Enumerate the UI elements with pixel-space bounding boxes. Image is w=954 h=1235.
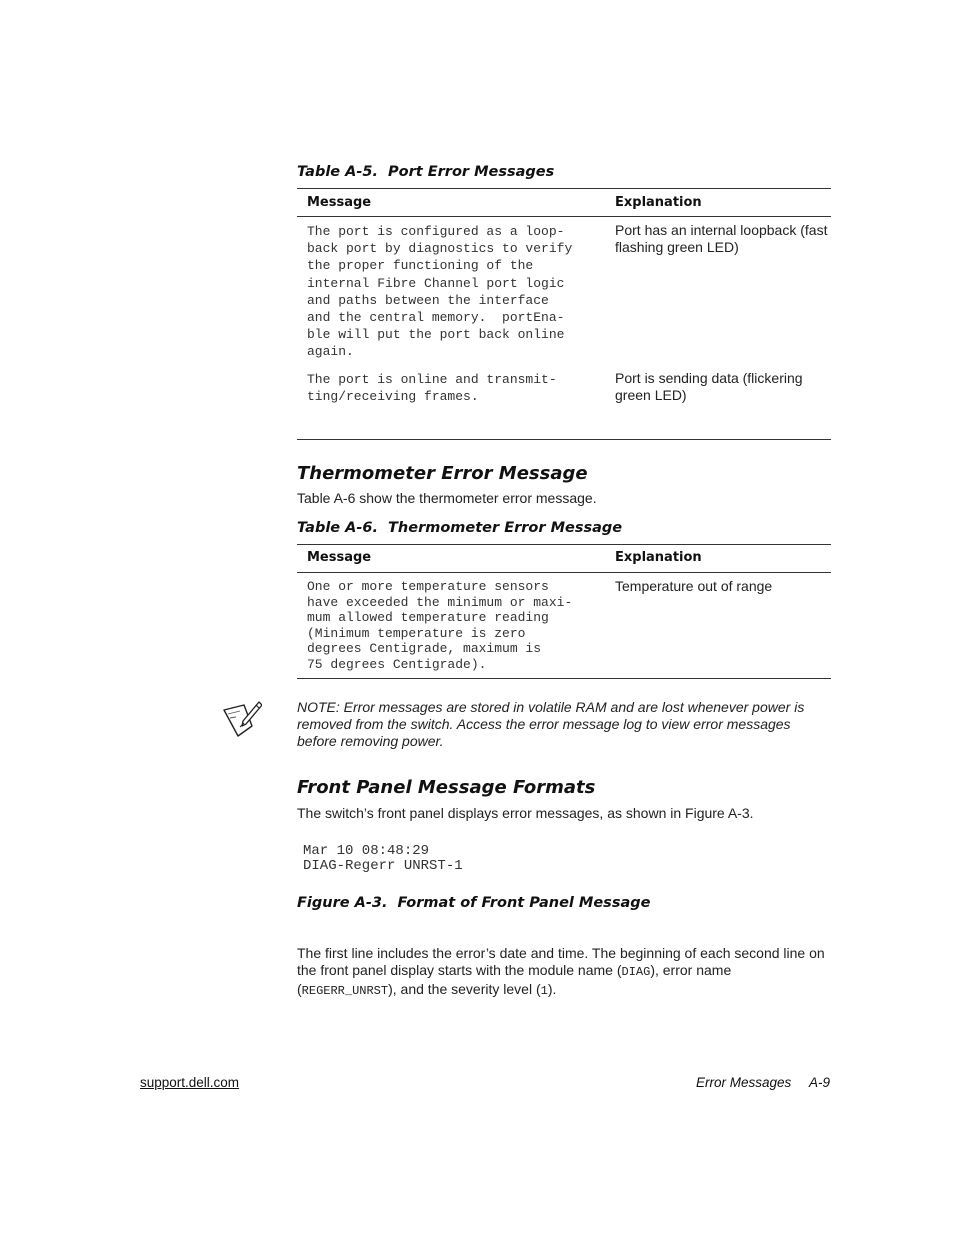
- severity-level-code: 1: [540, 984, 548, 998]
- figure-a3-caption-title: Format of Front Panel Message: [397, 895, 651, 911]
- table-a5-caption-number: Table A-5.: [297, 164, 379, 180]
- table-a6-caption: [297, 520, 622, 536]
- table-a6-row1-explanation: Temperature out of range: [615, 578, 773, 594]
- table-a5-top-rule: [297, 188, 831, 189]
- table-a6-bottom-rule: [297, 678, 831, 679]
- note-pencil-icon: [222, 700, 262, 738]
- table-a5-header-message: Message: [307, 195, 372, 210]
- front-panel-display-line1: Mar 10 08:48:29: [303, 843, 430, 859]
- table-a6-header-rule: [297, 572, 831, 573]
- description-part-4: ).: [547, 981, 557, 997]
- description-part-2: ), error name (: [297, 962, 732, 997]
- front-panel-display-line2: DIAG-Regerr UNRST-1: [303, 858, 463, 874]
- table-a5-row2-message: The port is online and transmit- ting/receiving frames.: [307, 372, 557, 405]
- table-a5-row2-explanation: Port is sending data (flickering green LED): [615, 370, 803, 403]
- table-a5-bottom-rule: [297, 439, 831, 440]
- figure-a3-caption-number: Figure A-3.: [297, 895, 388, 911]
- front-panel-heading: Front Panel Message Formats: [297, 777, 596, 798]
- table-a6-header-message: Message: [307, 550, 372, 565]
- table-a6-top-rule: [297, 544, 831, 545]
- footer-page-number: A-9: [809, 1075, 831, 1090]
- table-a5-caption: [297, 164, 554, 180]
- table-a6-header-explanation: Explanation: [615, 550, 702, 565]
- figure-a3-caption: [297, 895, 650, 911]
- thermometer-intro: Table A-6 show the thermometer error message.: [297, 490, 597, 506]
- front-panel-description: [297, 945, 832, 1000]
- table-a6-caption-title: Thermometer Error Message: [388, 520, 623, 536]
- error-name-code: REGERR_UNRST: [301, 984, 389, 998]
- table-a5-header-explanation: Explanation: [615, 195, 702, 210]
- note-text: NOTE: Error messages are stored in volatile RAM and are lost whenever power is removed from the switch. Access the error message log to view error messages before removing power.: [297, 699, 805, 749]
- table-a6-caption-number: Table A-6.: [297, 520, 379, 536]
- footer-support-link[interactable]: support.dell.com: [140, 1075, 240, 1090]
- description-part-1: The first line includes the error’s date and time. The beginning of each second line on the front panel display starts with the module name (: [297, 945, 825, 978]
- description-part-3: ), and the severity level (: [388, 981, 541, 997]
- thermometer-heading: Thermometer Error Message: [297, 463, 588, 484]
- table-a5-caption-title: Port Error Messages: [388, 164, 555, 180]
- front-panel-intro: The switch’s front panel displays error messages, as shown in Figure A-3.: [297, 805, 754, 821]
- table-a6-row1-message: One or more temperature sensors have exceeded the minimum or maxi- mum allowed temperature reading (Minimum temperature is zero degrees Centigrade, maximum is 75 degrees Centigrade).: [307, 579, 573, 672]
- table-a5-row1-message: The port is configured as a loop- back port by diagnostics to verify the proper functioning of the internal Fibre Channel port logic and paths between the interface and the central memory. portEna- ble will put the port back online again.: [307, 224, 573, 360]
- footer-section-title: Error Messages: [696, 1075, 792, 1090]
- table-a5-row1-explanation: Port has an internal loopback (fast flashing green LED): [615, 222, 828, 255]
- module-name-code: DIAG: [621, 965, 651, 979]
- table-a5-header-rule: [297, 216, 831, 217]
